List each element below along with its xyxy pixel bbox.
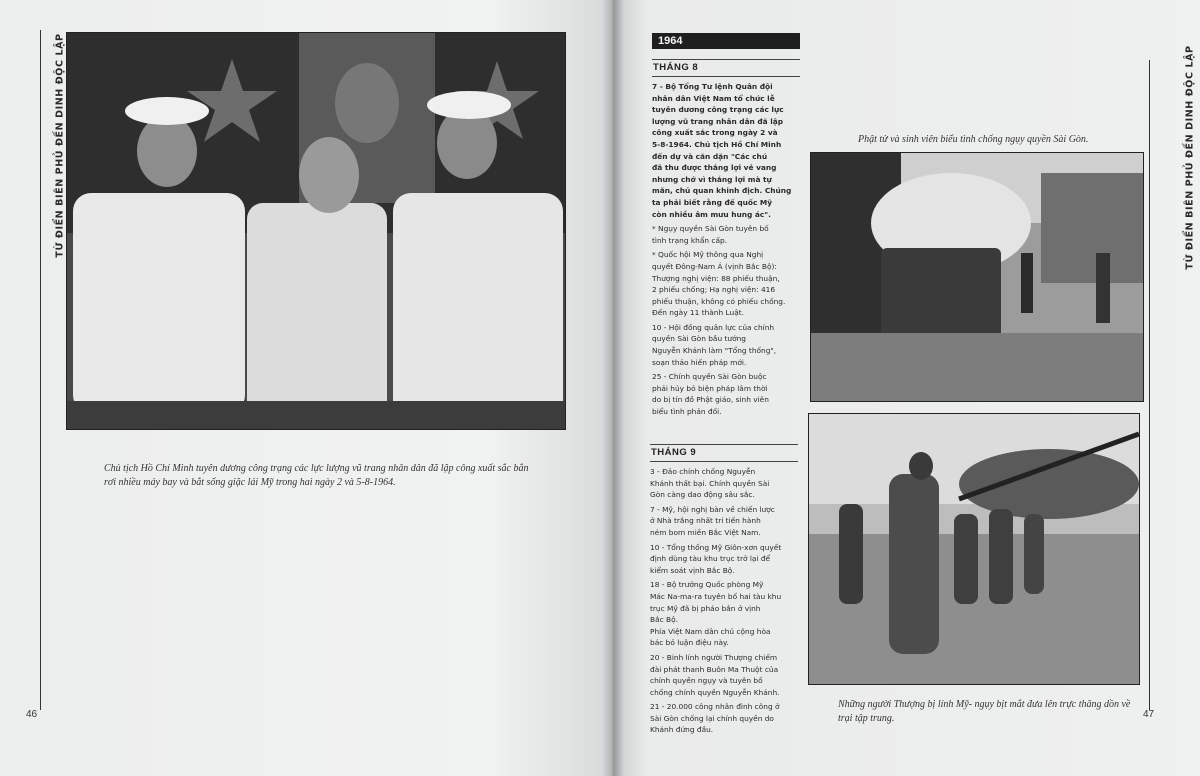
month-rule-top — [652, 59, 800, 60]
year-heading: 1964 — [652, 33, 800, 49]
right-margin-rule — [1149, 60, 1150, 710]
protest-photo-caption: Phật tử và sinh viên biểu tình chống ngụy quyền Sài Gòn. — [858, 134, 1089, 145]
entry-aug-07: 7 - Bộ Tổng Tư lệnh Quân đội nhân dân Việt Nam tổ chức lễ tuyên dương công trạng các lực lượng vũ trang nhân dân đã lập công xuất sắc trong ngày 2 và 5-8-1964. Chủ tịch Hồ Chí Minh đến dự và căn dặn "Các chú đã thu được thắng lợi vẻ vang nhưng chớ vì thắng lợi mà tự mãn, chủ quan khinh địch. Chúng ta phải biết rằng đế quốc Mỹ còn nhiều âm mưu hung ác". — [652, 82, 792, 219]
left-running-title: TỪ ĐIỂN BIÊN PHỦ ĐẾN DINH ĐỘC LẬP — [54, 33, 66, 258]
september-entries — [650, 466, 802, 739]
entry-sep-10: 10 - Tổng thống Mỹ Giôn-xơn quyết định dùng tàu khu trục trở lại để kiểm soát vịnh Bắc Bộ. — [650, 542, 782, 575]
month-heading-september: THÁNG 9 — [651, 447, 697, 458]
book-gutter — [602, 0, 624, 776]
entry-aug-emergency: * Ngụy quyền Sài Gòn tuyên bố tình trạng khẩn cấp. — [652, 224, 769, 245]
protest-street-photo — [810, 152, 1144, 402]
main-photo-caption: Chủ tịch Hồ Chí Minh tuyên dương công trạng các lực lượng vũ trang nhân dân đã lập công xuất sắc bắn rơi nhiều máy bay và bắt sống giặc lái Mỹ trong hai ngày 2 và 5-8-1964. — [104, 463, 529, 488]
entry-aug-25: 25 - Chính quyền Sài Gòn buộc phải hủy bỏ biện pháp lâm thời do bị tín đồ Phật giáo, sinh viên biểu tình phản đối. — [652, 372, 769, 417]
ho-chi-minh-ceremony-photo — [66, 32, 566, 430]
month-rule-sep-bottom — [650, 461, 798, 462]
august-entries — [652, 81, 802, 421]
entry-aug-10: 10 - Hội đồng quân lực của chính quyền Sài Gòn bầu tướng Nguyễn Khánh làm "Tổng thống", soạn thảo hiến pháp mới. — [652, 322, 777, 367]
entry-aug-resolution: * Quốc hội Mỹ thông qua Nghị quyết Đông-Nam Á (vịnh Bắc Bộ): Thượng nghị viện: 88 phiếu thuận, 2 phiếu chống; Hạ nghị viện: 416 phiếu thuận, không có phiếu chống. Đến ngày 11 thành Luật. — [652, 250, 786, 318]
right-running-title: TỪ ĐIỂN BIÊN PHỦ ĐẾN DINH ĐỘC LẬP — [1184, 45, 1196, 270]
left-page-number: 46 — [26, 709, 38, 720]
month-rule-bottom — [652, 76, 800, 77]
entry-sep-20: 20 - Binh lính người Thượng chiếm đài phát thanh Buôn Ma Thuột của chính quyền ngụy và tuyên bố chống chính quyền Nguyễn Khánh. — [650, 652, 780, 697]
month-rule-sep-top — [650, 444, 798, 445]
entry-sep-03: 3 - Đảo chính chống Nguyễn Khánh thất bại. Chính quyền Sài Gòn càng dao động sâu sắc. — [650, 467, 770, 500]
left-margin-rule — [40, 30, 41, 710]
entry-sep-18: 18 - Bộ trưởng Quốc phòng Mỹ Mác Na-ma-ra tuyên bố hai tàu khu trục Mỹ đã bị pháo bắn ở vịnh Bắc Bộ. Phía Việt Nam dân chủ cộng hòa bác bỏ luận điệu này. — [650, 580, 782, 648]
right-page-number: 47 — [1143, 709, 1155, 720]
helicopter-photo-caption: Những người Thượng bị lính Mỹ- ngụy bịt mắt đưa lên trực thăng dồn về trại tập trung. — [838, 699, 1131, 724]
helicopter-detention-photo — [808, 413, 1140, 685]
entry-sep-07: 7 - Mỹ, hội nghị bàn về chiến lược ở Nhà trắng nhất trí tiến hành ném bom miền Bắc Việt Nam. — [650, 504, 775, 537]
month-heading-august: THÁNG 8 — [653, 62, 699, 73]
entry-sep-21: 21 - 20.000 công nhân đình công ở Sài Gòn chống lại chính quyền do Khánh đứng đầu. — [650, 702, 780, 735]
